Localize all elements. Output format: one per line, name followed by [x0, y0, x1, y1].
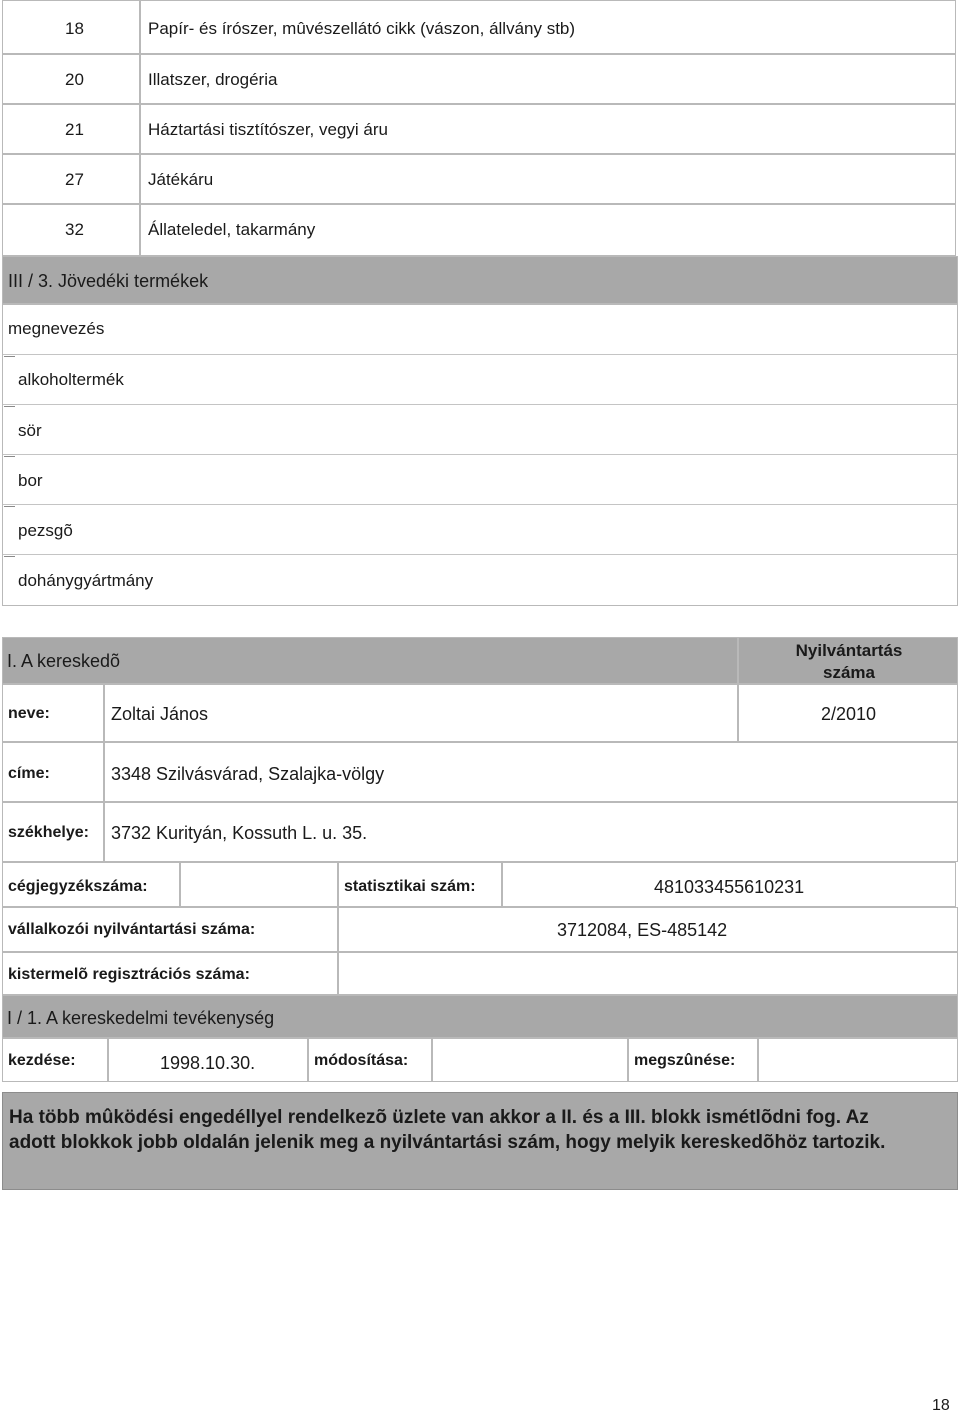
product-name: Illatszer, drogéria — [148, 70, 278, 89]
name-value: Zoltai János — [111, 704, 209, 724]
company-reg-label: cégjegyzékszáma: — [8, 878, 148, 895]
modified-label-cell — [308, 1038, 432, 1082]
trader-header — [2, 637, 738, 684]
registry-header-label: Nyilvántartás száma — [795, 641, 903, 682]
entrepreneur-value-cell — [338, 907, 958, 952]
table-row — [140, 154, 956, 204]
activity-title: I / 1. A kereskedelmi tevékenység — [7, 1008, 275, 1028]
entrepreneur-value: 3712084, ES-485142 — [557, 920, 728, 940]
excise-item: bor — [18, 471, 43, 490]
divider — [3, 404, 957, 405]
seat-value-cell — [104, 802, 958, 862]
product-name: Állateledel, takarmány — [148, 220, 316, 239]
start-label-cell — [2, 1038, 108, 1082]
table-row — [140, 54, 956, 104]
product-table — [0, 0, 958, 256]
excise-item: dohánygyártmány — [18, 571, 154, 590]
table-row — [2, 54, 140, 104]
product-code: 18 — [65, 19, 84, 38]
trader-title: I. A kereskedõ — [7, 651, 121, 671]
address-label-cell — [2, 742, 104, 802]
page-number: 18 — [932, 1397, 950, 1414]
excise-item: pezsgõ — [18, 521, 73, 540]
product-name: Játékáru — [148, 170, 214, 189]
excise-title: III / 3. Jövedéki termékek — [8, 271, 209, 291]
start-value: 1998.10.30. — [160, 1053, 256, 1073]
excise-item: alkoholtermék — [18, 370, 124, 389]
table-row — [140, 204, 956, 256]
table-row — [140, 104, 956, 154]
product-name: Háztartási tisztítószer, vegyi áru — [148, 120, 388, 139]
small-producer-value-cell — [338, 952, 958, 995]
name-label-cell — [2, 684, 104, 742]
product-code: 32 — [65, 220, 84, 239]
company-reg-value-cell — [180, 862, 338, 907]
end-value-cell — [758, 1038, 958, 1082]
stat-value-cell — [502, 862, 956, 907]
divider — [3, 454, 957, 455]
excise-header — [2, 256, 958, 304]
name-value-cell — [104, 684, 738, 742]
table-row — [2, 204, 140, 256]
address-value-cell — [104, 742, 958, 802]
table-row — [2, 0, 140, 54]
checkbox-mark — [4, 456, 15, 457]
checkbox-mark — [4, 556, 15, 557]
modified-value-cell — [432, 1038, 628, 1082]
divider — [3, 554, 957, 555]
address-value: 3348 Szilvásvárad, Szalajka-völgy — [111, 764, 385, 784]
stat-value: 481033455610231 — [654, 877, 805, 897]
checkbox-mark — [4, 506, 15, 507]
registry-header — [738, 637, 958, 684]
end-label: megszûnése: — [634, 1052, 736, 1069]
product-code: 20 — [65, 70, 84, 89]
modified-label: módosítása: — [314, 1052, 409, 1069]
address-label: címe: — [8, 765, 50, 782]
seat-label-cell — [2, 802, 104, 862]
excise-item: sör — [18, 421, 42, 440]
end-label-cell — [628, 1038, 758, 1082]
table-row — [2, 104, 140, 154]
entrepreneur-label: vállalkozói nyilvántartási száma: — [8, 921, 256, 938]
seat-label: székhelye: — [8, 824, 89, 841]
divider — [3, 504, 957, 505]
start-label: kezdése: — [8, 1052, 76, 1069]
note-text: Ha több mûködési engedéllyel rendelkezõ üzlete van akkor a II. és a III. blokk ismétlõdni fog. Az adott blokkok jobb oldalán jelenik meg a nyilvántartási szám, hogy melyik kereskedõhöz tartozik. — [9, 1107, 886, 1153]
checkbox-mark — [4, 406, 15, 407]
product-code: 27 — [65, 170, 84, 189]
company-reg-label-cell — [2, 862, 180, 907]
small-producer-label-cell — [2, 952, 338, 995]
stat-label: statisztikai szám: — [344, 878, 476, 895]
product-code: 21 — [65, 120, 84, 139]
registry-number-cell — [738, 684, 958, 742]
registry-number: 2/2010 — [821, 704, 877, 724]
table-row — [140, 0, 956, 54]
product-name: Papír- és írószer, mûvészellátó cikk (vászon, állvány stb) — [148, 19, 576, 38]
small-producer-label: kistermelõ regisztrációs száma: — [8, 966, 250, 983]
start-value-cell — [108, 1038, 308, 1082]
entrepreneur-label-cell — [2, 907, 338, 952]
seat-value: 3732 Kurityán, Kossuth L. u. 35. — [111, 823, 368, 843]
table-row — [2, 154, 140, 204]
checkbox-mark — [4, 356, 15, 357]
excise-column-header: megnevezés — [8, 319, 105, 338]
stat-label-cell — [338, 862, 502, 907]
note-box — [2, 1092, 958, 1190]
excise-block — [2, 304, 958, 606]
name-label: neve: — [8, 705, 50, 722]
divider — [3, 354, 957, 355]
activity-header — [2, 995, 958, 1038]
